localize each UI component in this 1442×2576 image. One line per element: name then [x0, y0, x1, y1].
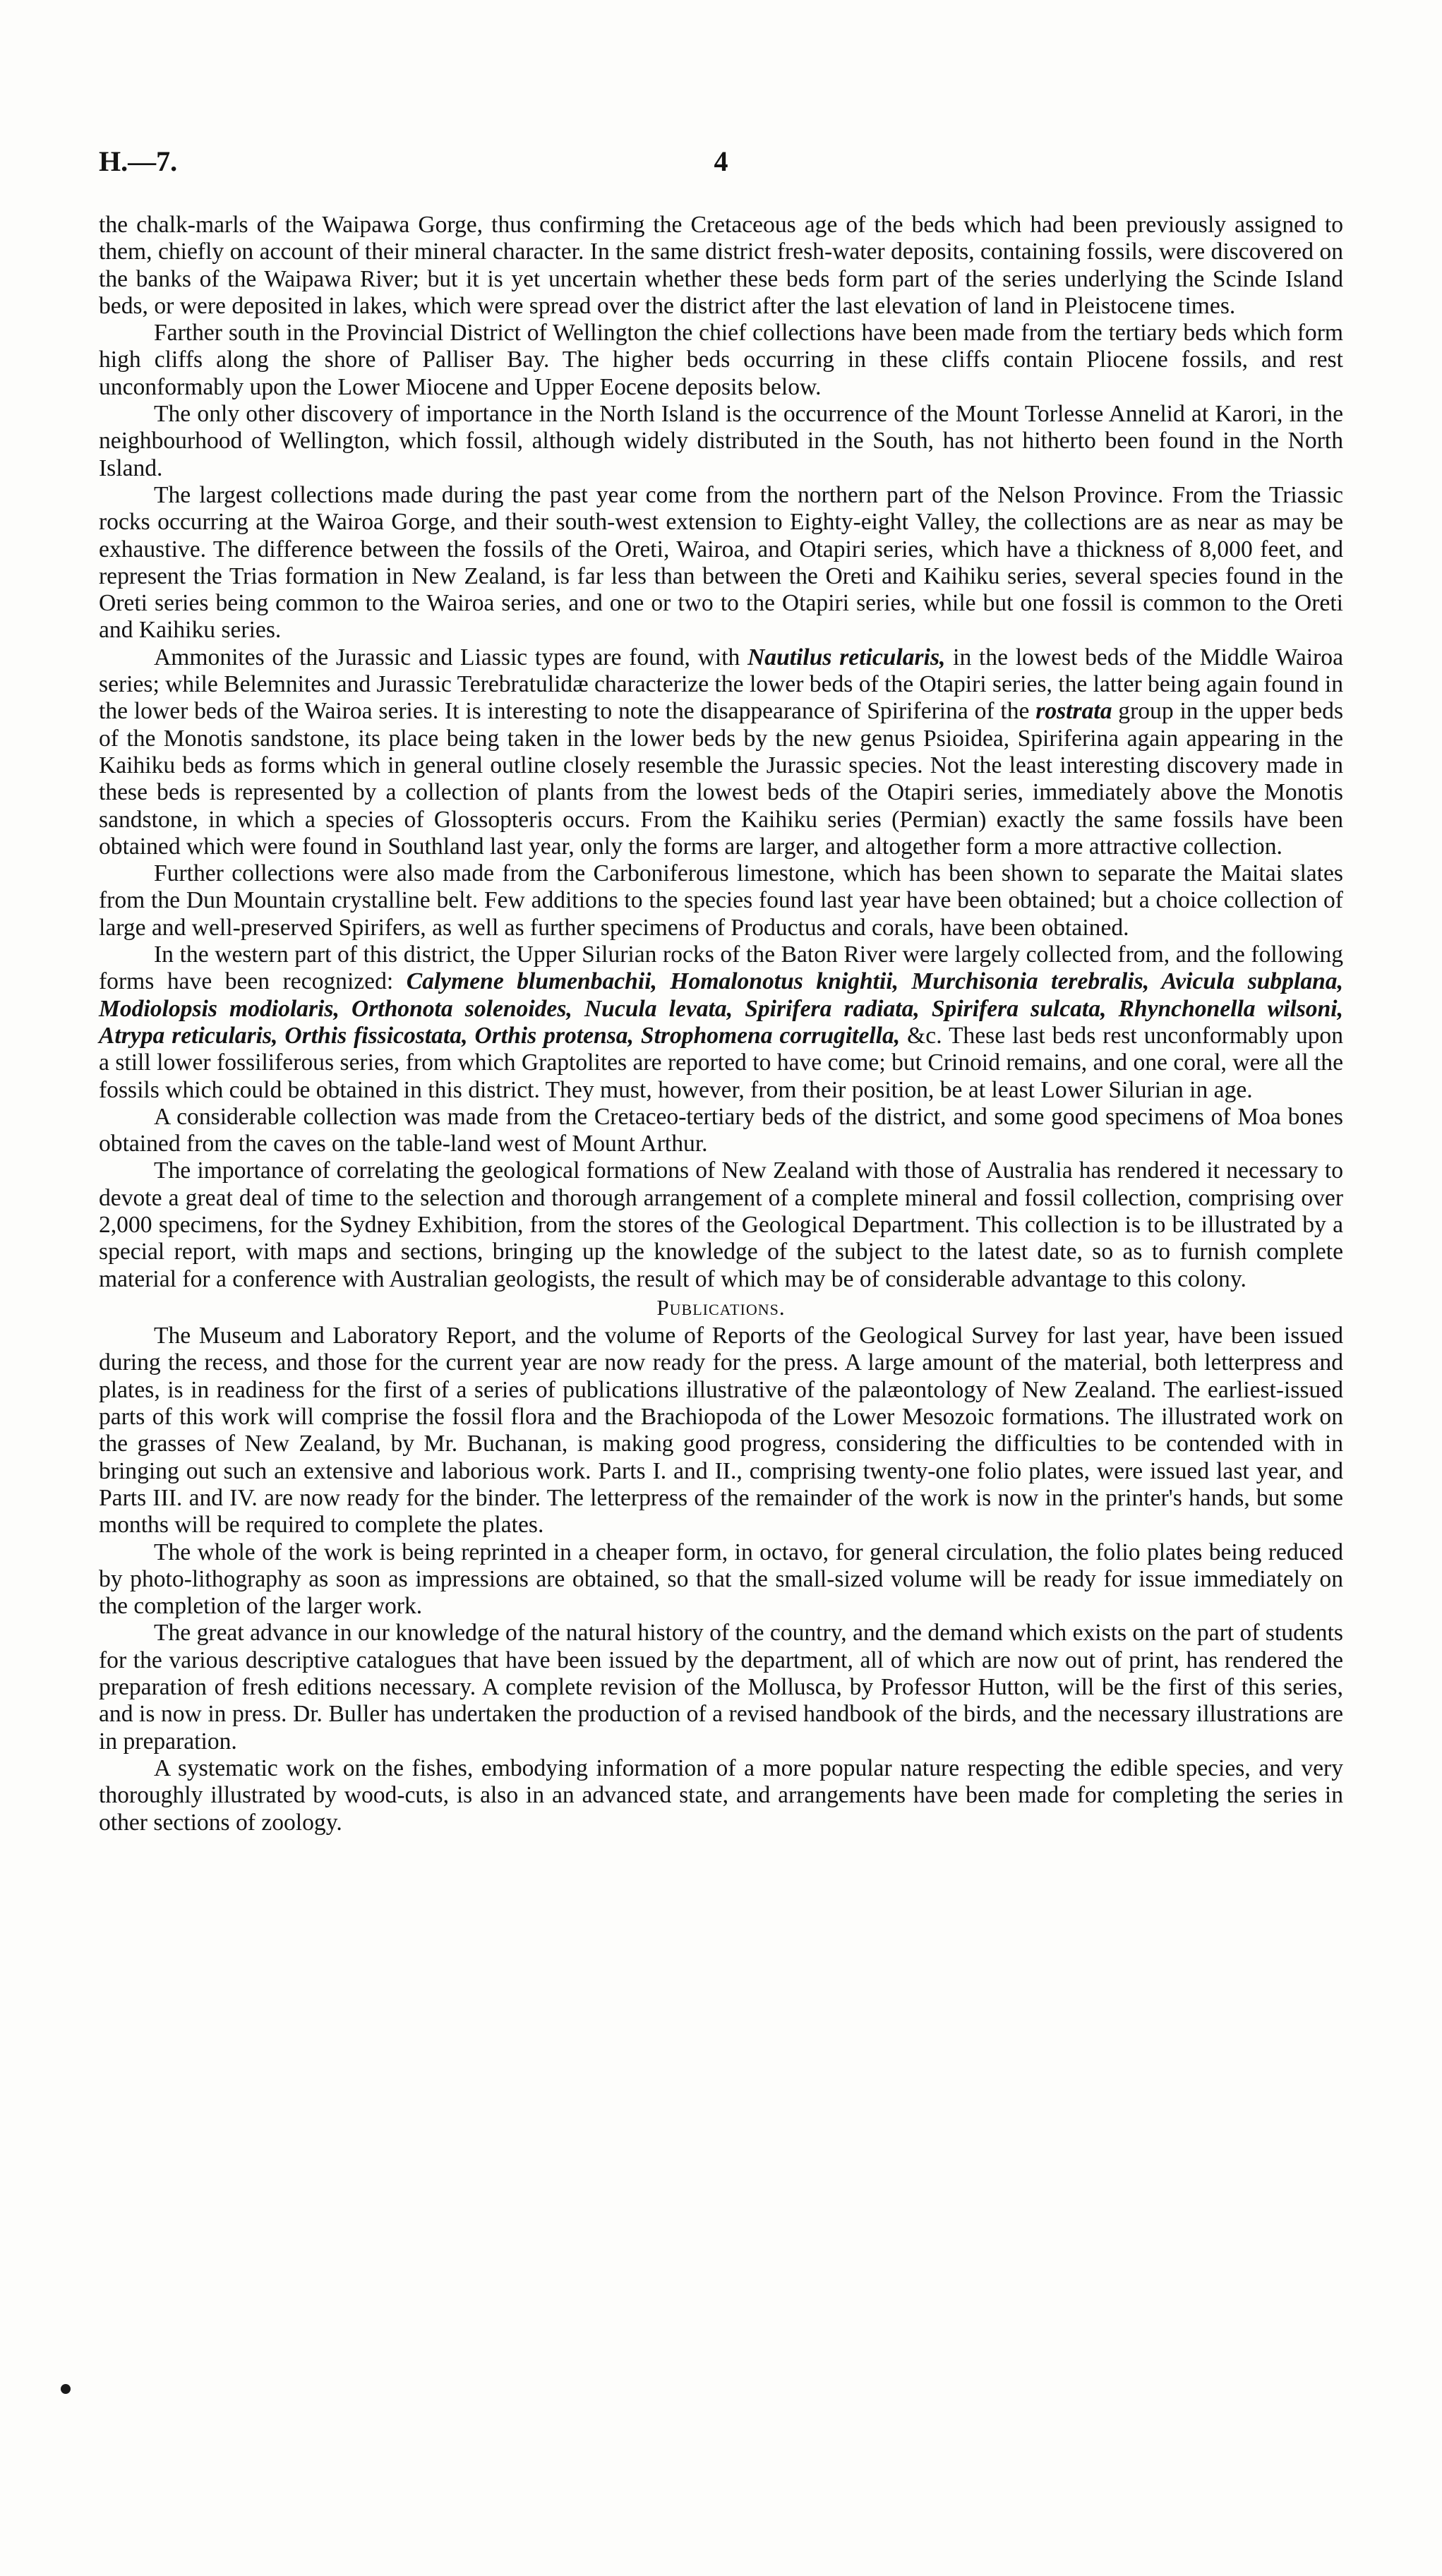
paragraph: [99, 644, 1343, 860]
section-heading-publications: Publications.: [656, 1294, 786, 1320]
paragraph-text: In the western part of this district, the Upper Silurian rocks of the Baton River were largely collected from, and the following forms have been recognized:: [99, 941, 1343, 995]
paragraph: The Museum and Laboratory Report, and the volume of Reports of the Geological Survey for last year, have been issued during the recess, and those for the current year are now ready for the press. A large amount of the material, both letterpress and plates, is in readiness for the first of a series of publications illustrative of the palæontology of New Zealand. The earliest-issued parts of this work will comprise the fossil flora and the Brachiopoda of the Lower Mesozoic formations. The illustrated work on the grasses of New Zealand, by Mr. Buchanan, is making good progress, considering the difficulties to be contended with in bringing out such an extensive and laborious work. Parts I. and II., comprising twenty-one folio plates, were issued last year, and Parts III. and IV. are now ready for the binder. The letterpress of the remainder of the work is now in the printer's hands, but some months will be required to complete the plates.: [99, 1323, 1343, 1539]
species-list: Calymene blumenbachii, Homalonotus knightii, Murchisonia terebralis, Avicula subplana, Modiolopsis modiolaris, Orthonota solenoides, Nucula levata, Spirifera radiata, Spirifera sulcata, Rhynchonella wilsoni, Atrypa reticularis, Orthis fissicostata, Orthis protensa, Strophomena corrugitella,: [99, 968, 1343, 1049]
paragraph: The whole of the work is being reprinted in a cheaper form, in octavo, for general circulation, the folio plates being reduced by photo-lithography as soon as impressions are obtained, so that the small-sized volume will be ready for issue immediately on the completion of the larger work.: [99, 1539, 1343, 1620]
paragraph: The largest collections made during the past year come from the northern part of the Nelson Province. From the Triassic rocks occurring at the Wairoa Gorge, and their south-west extension to Eighty-eight Valley, the collections are as near as may be exhaustive. The difference between the fossils of the Oreti, Wairoa, and Otapiri series, which have a thickness of 8,000 feet, and represent the Trias formation in New Zealand, is far less than between the Oreti and Kaihiku series, several species found in the Oreti series being common to the Wairoa series, and one or two to the Otapiri series, while but one fossil is common to the Oreti and Kaihiku series.: [99, 481, 1343, 644]
paragraph: The great advance in our knowledge of the natural history of the country, and the demand which exists on the part of students for the various descriptive catalogues that have been issued by the department, all of which are now out of print, has rendered the preparation of fresh editions necessary. A complete revision of the Mollusca, by Professor Hutton, will be the first of this series, and is now in press. Dr. Buller has undertaken the production of a revised handbook of the birds, and the necessary illustrations are in preparation.: [99, 1620, 1343, 1755]
paragraph-text: group in the upper beds of the Monotis sandstone, its place being taken in the lower beds by the new genus Psioidea, Spiriferina again appearing in the Kaihiku beds as forms which in general outline closely resemble the Jurassic species. Not the least interesting discovery made in these beds is represented by a collection of plants from the lowest beds of the Otapiri series, immediately above the Monotis sandstone, in which a species of Glossopteris occurs. From the Kaihiku series (Permian) exactly the same fossils have been obtained which were found in Southland last year, only the forms are larger, and altogether form a more attractive collection.: [99, 698, 1344, 860]
paragraph-text: &c. These last beds rest unconformably upon a still lower fossiliferous series, from which Graptolites are reported to have come; but Crinoid remains, and one coral, were all the fossils which could be obtained in this district. They must, however, from their position, be at least Lower Silurian in age.: [99, 1022, 1343, 1103]
paragraph: Farther south in the Provincial District of Wellington the chief collections have been made from the tertiary beds which form high cliffs along the shore of Palliser Bay. The higher beds occurring in these cliffs contain Pliocene fossils, and rest unconformably upon the Lower Miocene and Upper Eocene deposits below.: [99, 320, 1343, 400]
page-number: 4: [714, 145, 728, 177]
paragraph: the chalk-marls of the Waipawa Gorge, thus confirming the Cretaceous age of the beds which had been previously assigned to them, chiefly on account of their mineral character. In the same district fresh-water deposits, containing fossils, were discovered on the banks of the Waipawa River; but it is yet uncertain whether these beds form part of the series underlying the Scinde Island beds, or were deposited in lakes, which were spread over the district after the last elevation of land in Pleistocene times.: [99, 212, 1343, 319]
species-name: Nautilus reticularis,: [747, 644, 946, 670]
document-id: H.—7.: [99, 145, 178, 177]
page-header: [99, 145, 1343, 187]
paragraph: A considerable collection was made from the Cretaceo-tertiary beds of the district, and some good specimens of Moa bones obtained from the caves on the table-land west of Mount Arthur.: [99, 1103, 1343, 1157]
paragraph-text: Ammonites of the Jurassic and Liassic types are found, with: [154, 644, 748, 670]
paragraph-text: in the lowest beds of the Middle Wairoa series; while Belemnites and Jurassic Terebratulidæ characterize the lower beds of the Otapiri series, the latter being again found in the lower beds of the Wairoa series. It is interesting to note the disappearance of Spiriferina of the: [99, 644, 1343, 725]
margin-dot-mark: [61, 2384, 71, 2394]
species-name: rostrata: [1035, 698, 1112, 725]
body-text: [99, 212, 1343, 1836]
paragraph: The only other discovery of importance in the North Island is the occurrence of the Mount Torlesse Annelid at Karori, in the neighbourhood of Wellington, which fossil, although widely distributed in the South, has not hitherto been found in the North Island.: [99, 401, 1343, 481]
paragraph: [99, 941, 1343, 1104]
paragraph: Further collections were also made from the Carboniferous limestone, which has been shown to separate the Maitai slates from the Dun Mountain crystalline belt. Few additions to the species found last year have been obtained; but a choice collection of large and well-preserved Spirifers, as well as further specimens of Productus and corals, have been obtained.: [99, 860, 1343, 941]
paragraph: A systematic work on the fishes, embodying information of a more popular nature respecting the edible species, and very thoroughly illustrated by wood-cuts, is also in an advanced state, and arrangements have been made for completing the series in other sections of zoology.: [99, 1755, 1343, 1836]
paragraph: The importance of correlating the geological formations of New Zealand with those of Australia has rendered it necessary to devote a great deal of time to the selection and thorough arrangement of a complete mineral and fossil collection, comprising over 2,000 specimens, for the Sydney Exhibition, from the stores of the Geological Department. This collection is to be illustrated by a special report, with maps and sections, bringing up the knowledge of the subject to the latest date, so as to furnish complete material for a conference with Australian geologists, the result of which may be of considerable advantage to this colony.: [99, 1157, 1343, 1292]
